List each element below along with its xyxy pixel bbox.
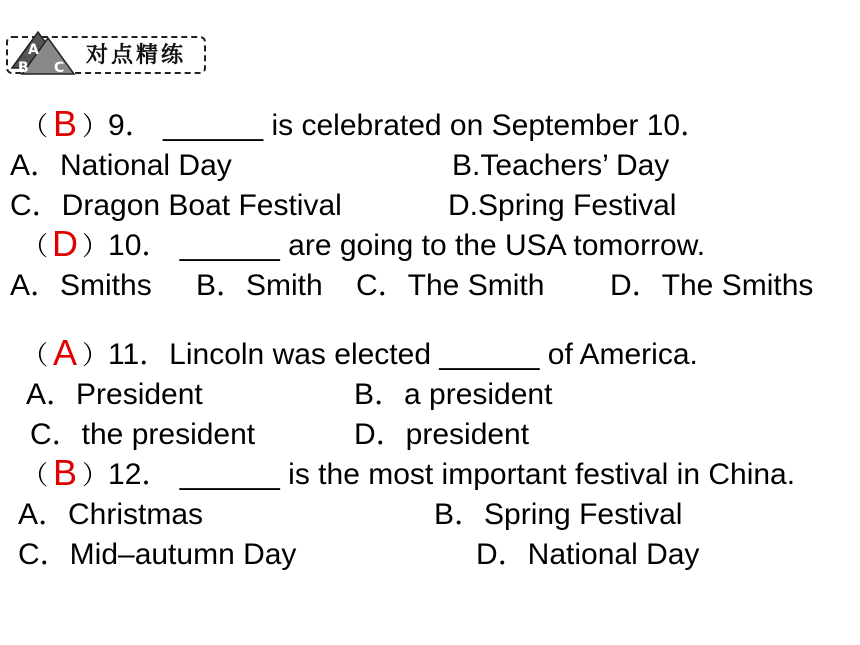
answer-12: B xyxy=(53,452,78,493)
open-paren: （ xyxy=(22,461,49,491)
q12-option-d: D．National Day xyxy=(476,538,700,571)
answer-10: D xyxy=(52,223,79,264)
close-paren: ） xyxy=(82,341,109,371)
q10-option-c: C．The Smith xyxy=(356,269,545,302)
abc-logo-icon xyxy=(8,28,82,76)
answer-9: B xyxy=(53,103,78,144)
q12-option-c: C．Mid–autumn Day xyxy=(18,538,297,571)
question-11-stem: 11．Lincoln was elected ______ of America. xyxy=(108,338,698,371)
close-paren: ） xyxy=(82,461,109,491)
q11-option-b: B．a president xyxy=(354,378,553,411)
q11-option-a: A．President xyxy=(26,378,203,411)
section-title: 对点精练 xyxy=(86,42,187,68)
q10-option-d: D．The Smiths xyxy=(610,269,814,302)
q10-option-b: B．Smith xyxy=(196,269,323,302)
q10-option-a: A．Smiths xyxy=(10,269,152,302)
close-paren: ） xyxy=(82,112,109,142)
section-banner xyxy=(6,28,208,76)
q9-option-a: A．National Day xyxy=(10,149,232,182)
q11-option-d: D．president xyxy=(354,418,530,451)
svg-text:A: A xyxy=(28,42,39,58)
q12-option-a: A．Christmas xyxy=(18,498,204,531)
q12-option-b: B．Spring Festival xyxy=(434,498,683,531)
svg-text:B: B xyxy=(18,60,29,76)
question-11-stem-line xyxy=(22,332,698,373)
open-paren: （ xyxy=(22,232,49,262)
question-9-stem: 9． ______ is celebrated on September 10． xyxy=(108,109,711,142)
open-paren: （ xyxy=(22,341,49,371)
close-paren: ） xyxy=(82,232,109,262)
question-12-stem-line xyxy=(22,452,796,493)
q9-option-c: C．Dragon Boat Festival xyxy=(10,189,342,222)
question-10-stem-line xyxy=(22,223,706,264)
question-12-stem: 12． ______ is the most important festival in China. xyxy=(108,458,796,491)
q11-option-c: C．the president xyxy=(30,418,256,451)
open-paren: （ xyxy=(22,112,49,142)
svg-text:C: C xyxy=(54,60,65,76)
question-10-stem: 10． ______ are going to the USA tomorrow. xyxy=(108,229,706,262)
q9-option-b: B.Teachers’ Day xyxy=(452,149,670,182)
question-9-stem-line xyxy=(22,103,711,144)
answer-11: A xyxy=(53,332,78,373)
q9-option-d: D.Spring Festival xyxy=(448,189,677,222)
